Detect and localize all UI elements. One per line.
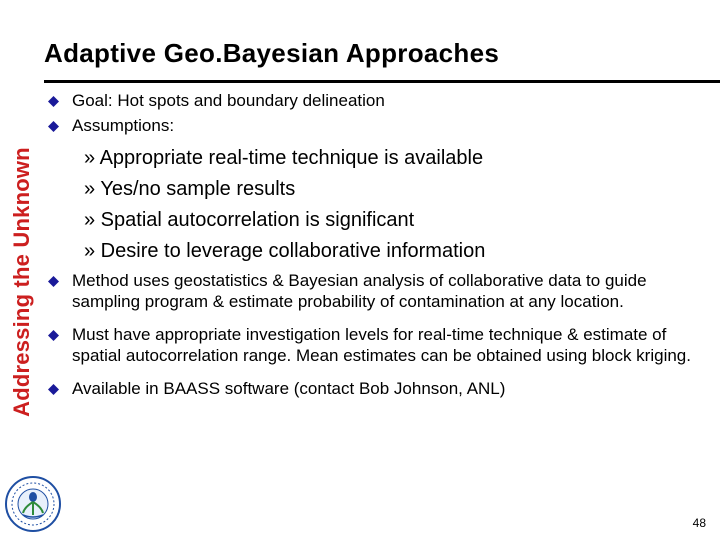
diamond-bullet-icon (48, 96, 59, 107)
sub-bullet: » Yes/no sample results (84, 178, 296, 200)
title-divider (44, 80, 720, 83)
diamond-bullet-icon (48, 384, 59, 395)
side-banner (0, 84, 44, 480)
bullet-assumptions (48, 116, 708, 136)
diamond-bullet-icon (48, 330, 59, 341)
bullet-text: Goal: Hot spots and boundary delineation (72, 91, 385, 110)
slide-content (48, 91, 708, 399)
diamond-bullet-icon (48, 276, 59, 287)
diamond-bullet-icon (48, 121, 59, 132)
side-banner-text: Addressing the Unknown (9, 147, 34, 417)
sub-bullet-list (48, 143, 708, 267)
bullet-software (48, 379, 708, 399)
page-number: 48 (692, 516, 706, 530)
bullet-goal (48, 91, 708, 111)
sub-bullet: » Desire to leverage collaborative information (84, 240, 486, 262)
bullet-method (48, 271, 708, 312)
slide-title: Adaptive Geo.Bayesian Approaches (44, 38, 500, 68)
sub-bullet: » Spatial autocorrelation is significant (84, 209, 415, 231)
bullet-text: Must have appropriate investigation levels for real-time technique & estimate of spatial autocorrelation range. Mean estimates can be obtained using block kriging. (72, 325, 691, 365)
sub-bullet: » Appropriate real-time technique is available (84, 147, 484, 169)
bullet-investigation-levels (48, 325, 708, 366)
bullet-text: Available in BAASS software (contact Bob Johnson, ANL) (72, 379, 506, 398)
bullet-text: Assumptions: (72, 116, 175, 135)
epa-seal-logo (4, 475, 62, 533)
bullet-text: Method uses geostatistics & Bayesian analysis of collaborative data to guide sampling program & estimate probability of contamination at any location. (72, 271, 647, 311)
